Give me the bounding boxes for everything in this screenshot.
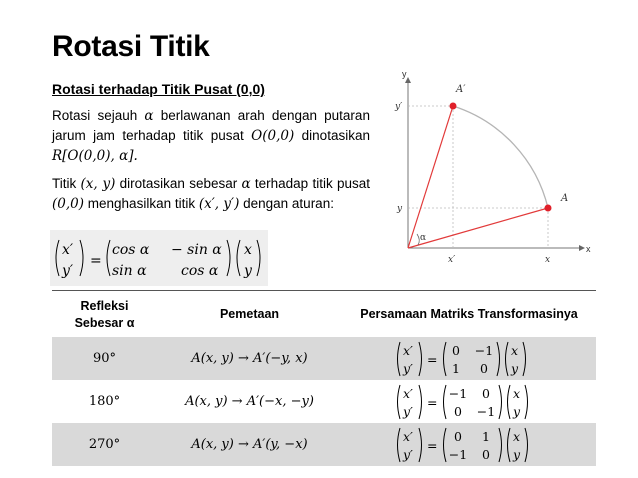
section-subtitle: Rotasi terhadap Titik Pusat (0,0) — [52, 81, 265, 97]
point-a — [545, 205, 552, 212]
rotation-description — [52, 106, 370, 166]
segment-o-a-prime — [408, 106, 453, 248]
matrix-left-paren — [444, 428, 447, 462]
rotation-table — [52, 291, 596, 466]
matrix-right-paren — [499, 428, 502, 462]
para1-text-c: dinotasikan — [301, 128, 370, 143]
y-axis-label: y — [402, 69, 407, 79]
row-matrix-equation — [394, 382, 544, 422]
rhs-right-paren — [525, 428, 528, 462]
label-a: A — [561, 193, 569, 204]
rhs-x: x — [513, 385, 521, 401]
rhs-right-paren — [257, 240, 260, 276]
matrix-m11: 0 — [454, 428, 462, 444]
matrix-m21: 0 — [454, 403, 462, 419]
row-angle: 180° — [88, 394, 121, 409]
matrix-m21: −1 — [448, 446, 468, 462]
row-mapping: A(x, y) → A′(−x, −y) — [185, 394, 314, 409]
equals-sign: = — [427, 394, 438, 410]
row-matrix-equation — [394, 339, 544, 379]
matrix-m12: 1 — [482, 428, 490, 444]
label-a-prime: A′ — [456, 84, 466, 95]
rhs-left-paren — [506, 342, 509, 376]
x-axis-label: x — [586, 244, 591, 254]
matrix-m21: 1 — [452, 360, 460, 376]
rhs-x: x — [244, 242, 252, 258]
rotation-arc — [453, 106, 548, 208]
matrix-m11: cos α — [112, 242, 150, 258]
rhs-left-paren — [508, 428, 511, 462]
para2-point: (x, y) — [80, 176, 116, 192]
header-angle-line1: Refleksi — [80, 298, 129, 313]
para1-text-a: Rotasi sejauh — [52, 108, 138, 123]
matrix-left-paren — [444, 385, 447, 419]
lhs-x-prime: x′ — [403, 342, 413, 358]
matrix-m11: 0 — [452, 342, 460, 358]
lhs-left-paren — [398, 342, 401, 376]
rhs-y: y — [513, 403, 521, 419]
para1-alpha: α — [144, 108, 154, 124]
matrix-m22: cos α — [181, 263, 219, 279]
lhs-right-paren — [419, 342, 422, 376]
segment-o-a — [408, 208, 548, 248]
para2-result: (x′, y′) — [198, 196, 240, 212]
lhs-right-paren — [80, 240, 83, 276]
rhs-y: y — [511, 360, 519, 376]
matrix-m22: 0 — [482, 446, 490, 462]
row-mapping: A(x, y) → A′(y, −x) — [157, 423, 342, 466]
table-row — [52, 380, 596, 423]
tick-x: x — [545, 255, 551, 265]
rhs-right-paren — [523, 342, 526, 376]
row-matrix-equation — [394, 425, 544, 465]
lhs-y-prime: y′ — [403, 446, 413, 462]
rotation-rule-description — [52, 174, 370, 214]
angle-arc — [417, 234, 419, 245]
lhs-left-paren — [398, 428, 401, 462]
angle-label: α — [420, 233, 427, 243]
lhs-right-paren — [419, 385, 422, 419]
header-angle-line2: Sebesar α — [74, 315, 135, 330]
lhs-left-paren — [398, 385, 401, 419]
rhs-right-paren — [525, 385, 528, 419]
para2-text-b: dirotasikan sebesar — [119, 176, 238, 191]
matrix-m11: −1 — [448, 385, 468, 401]
header-mapping: Pemetaan — [219, 307, 280, 321]
row-mapping: A(x, y) → A′(−y, x) — [157, 337, 342, 380]
lhs-y-prime: y′ — [62, 263, 74, 279]
matrix-m22: −1 — [476, 403, 496, 419]
row-matrix-cell — [342, 337, 596, 380]
rhs-left-paren — [237, 240, 240, 276]
row-angle: 90° — [52, 337, 157, 380]
para1-notation: R[O(0,0), α]. — [52, 148, 138, 164]
row-angle: 270° — [52, 423, 157, 466]
para2-text-a: Titik — [52, 176, 77, 191]
para1-text-b: berlawanan arah dengan putaran jarum jam terhadap titik pusat — [52, 108, 370, 143]
matrix-left-paren — [107, 240, 110, 276]
tick-y: y — [397, 204, 403, 214]
row-matrix-cell — [342, 380, 596, 423]
rhs-x: x — [511, 342, 519, 358]
matrix-m12: − sin α — [171, 242, 222, 258]
para2-alpha: α — [241, 176, 251, 192]
para2-text-c: terhadap titik pusat — [254, 176, 370, 191]
header-angle — [52, 291, 157, 337]
lhs-left-paren — [56, 240, 59, 276]
rhs-x: x — [513, 428, 521, 444]
matrix-right-paren — [227, 240, 230, 276]
row-matrix-cell — [342, 423, 596, 466]
table-header-row — [52, 291, 596, 337]
rhs-y: y — [513, 446, 521, 462]
tick-x-prime: x′ — [448, 255, 456, 265]
lhs-y-prime: y′ — [403, 360, 413, 376]
para1-center: O(0,0) — [251, 128, 295, 144]
lhs-x-prime: x′ — [403, 428, 413, 444]
tick-y-prime: y′ — [395, 102, 403, 112]
formula-equals: = — [90, 253, 102, 269]
table-row — [52, 337, 596, 380]
lhs-y-prime: y′ — [403, 403, 413, 419]
rhs-y: y — [244, 263, 252, 279]
matrix-left-paren — [444, 342, 447, 376]
rotation-matrix-svg — [50, 230, 268, 286]
matrix-m12: 0 — [482, 385, 490, 401]
lhs-x-prime: x′ — [62, 242, 74, 258]
matrix-right-paren — [497, 342, 500, 376]
para2-center: (0,0) — [52, 196, 85, 212]
matrix-m21: sin α — [112, 263, 147, 279]
table-row — [52, 423, 596, 466]
lhs-right-paren — [419, 428, 422, 462]
rotation-matrix-formula — [50, 230, 268, 286]
matrix-right-paren — [499, 385, 502, 419]
para2-text-e: dengan aturan: — [243, 196, 334, 211]
page-title: Rotasi Titik — [52, 30, 210, 63]
rotation-diagram — [362, 64, 602, 274]
rhs-left-paren — [508, 385, 511, 419]
equals-sign: = — [427, 351, 438, 367]
para2-text-d: menghasilkan titik — [87, 196, 196, 211]
matrix-m12: −1 — [474, 342, 494, 358]
header-matrix: Persamaan Matriks Transformasinya — [360, 307, 578, 321]
lhs-x-prime: x′ — [403, 385, 413, 401]
matrix-m22: 0 — [480, 360, 488, 376]
point-a-prime — [450, 103, 457, 110]
equals-sign: = — [427, 437, 438, 453]
